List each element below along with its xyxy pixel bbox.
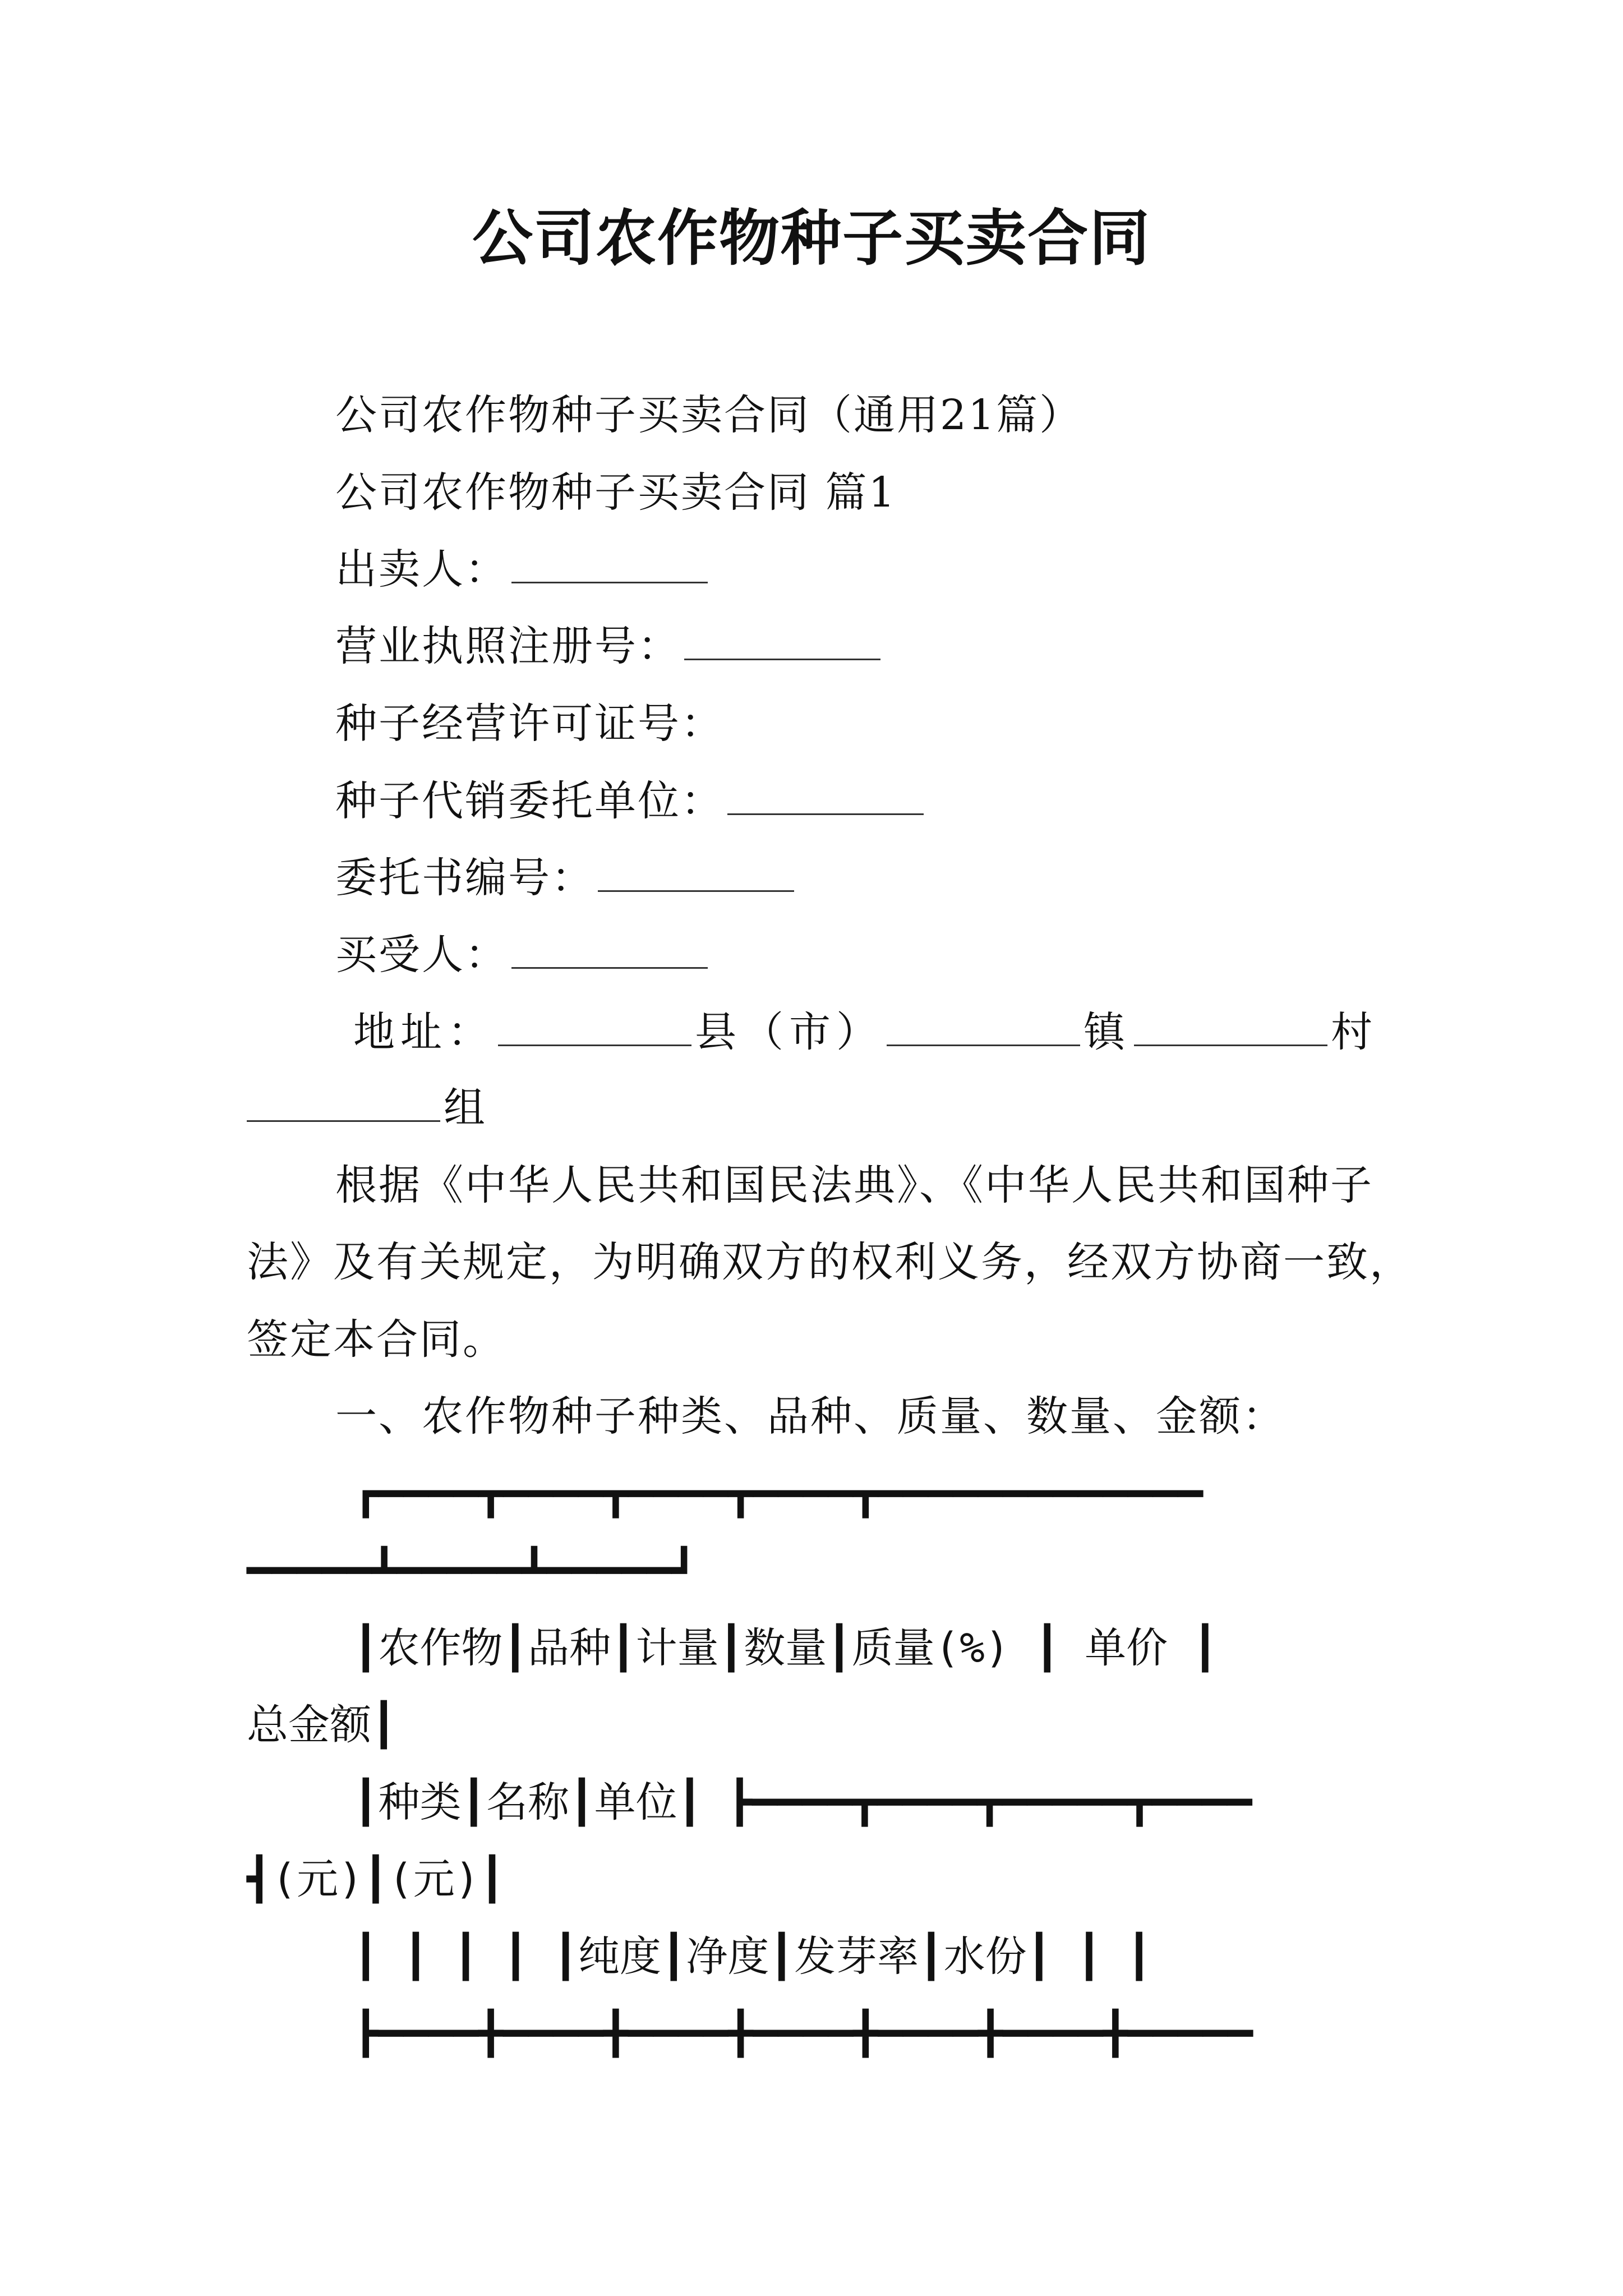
address-line-2: [247, 1080, 487, 1136]
buyer-label: 买受人：: [335, 931, 508, 979]
table-divider-row: ┣━━━━╋━━━━╋━━━━╋━━━━╋━━━━╋━━━━╋━━━━━: [353, 2009, 1253, 2058]
table-header-row-2-cont: ┫(元)┃(元)┃: [247, 1855, 505, 1903]
intro-line-3: 签定本合同。: [247, 1315, 506, 1364]
entrust-no-field: [335, 850, 797, 906]
seed-permit-label: 种子经营许可证号：: [335, 700, 724, 748]
seller-blank[interactable]: [511, 542, 708, 583]
table-header-row-1-cont: 总金额┃: [247, 1701, 396, 1749]
address-blank-4[interactable]: [247, 1081, 440, 1122]
table-header-row-3: ┃ ┃ ┃ ┃ ┃纯度┃净度┃发芽率┃水份┃ ┃ ┃: [353, 1932, 1152, 1981]
entrust-no-blank[interactable]: [598, 851, 794, 892]
group-label: 组: [444, 1084, 487, 1132]
clause-one-heading: 一、农作物种子种类、品种、质量、数量、金额：: [335, 1392, 1285, 1441]
buyer-blank[interactable]: [511, 928, 708, 969]
village-label: 村: [1331, 1008, 1378, 1056]
section-heading: 公司农作物种子买卖合同 篇1: [335, 468, 897, 517]
table-line-2: ━━━━━┻━━━━━┻━━━━━┛: [247, 1547, 697, 1595]
entrust-no-label: 委托书编号：: [335, 854, 594, 902]
county-label: 县（市）: [695, 1008, 883, 1056]
seed-permit-field: [335, 696, 724, 752]
agent-unit-blank[interactable]: [727, 774, 924, 815]
seller-field: [335, 541, 711, 597]
buyer-field: [335, 927, 711, 983]
subtitle: 公司农作物种子买卖合同（通用21篇）: [335, 391, 1083, 439]
table-header-row-1: ┃农作物┃品种┃计量┃数量┃质量(%) ┃ 单价 ┃: [353, 1624, 1218, 1672]
address-label: 地址：: [353, 1008, 495, 1056]
seller-label: 出卖人：: [335, 545, 508, 593]
address-line: [353, 1004, 1378, 1060]
agent-unit-label: 种子代销委托单位：: [335, 777, 724, 825]
intro-line-2: 法》及有关规定，为明确双方的权利义务，经双方协商一致，: [247, 1238, 1413, 1286]
table-line-1: ┏━━━━┳━━━━┳━━━━┳━━━━┳━━━━━━━━━━━━━: [353, 1470, 1203, 1518]
license-field: [335, 618, 884, 674]
address-blank-3[interactable]: [1134, 1005, 1327, 1046]
table-header-row-2: ┃种类┃名称┃单位┃ ┣━━━━┳━━━━┳━━━━━┳━━━━: [353, 1778, 1252, 1826]
license-label: 营业执照注册号：: [335, 622, 681, 670]
address-blank-1[interactable]: [498, 1005, 691, 1046]
agent-unit-field: [335, 773, 927, 829]
document-title: 公司农作物种子买卖合同: [472, 203, 1151, 274]
town-label: 镇: [1083, 1008, 1131, 1056]
address-blank-2[interactable]: [887, 1005, 1080, 1046]
intro-line-1: 根据《中华人民共和国民法典》、《中华人民共和国种子: [335, 1161, 1373, 1209]
license-blank[interactable]: [684, 619, 880, 660]
